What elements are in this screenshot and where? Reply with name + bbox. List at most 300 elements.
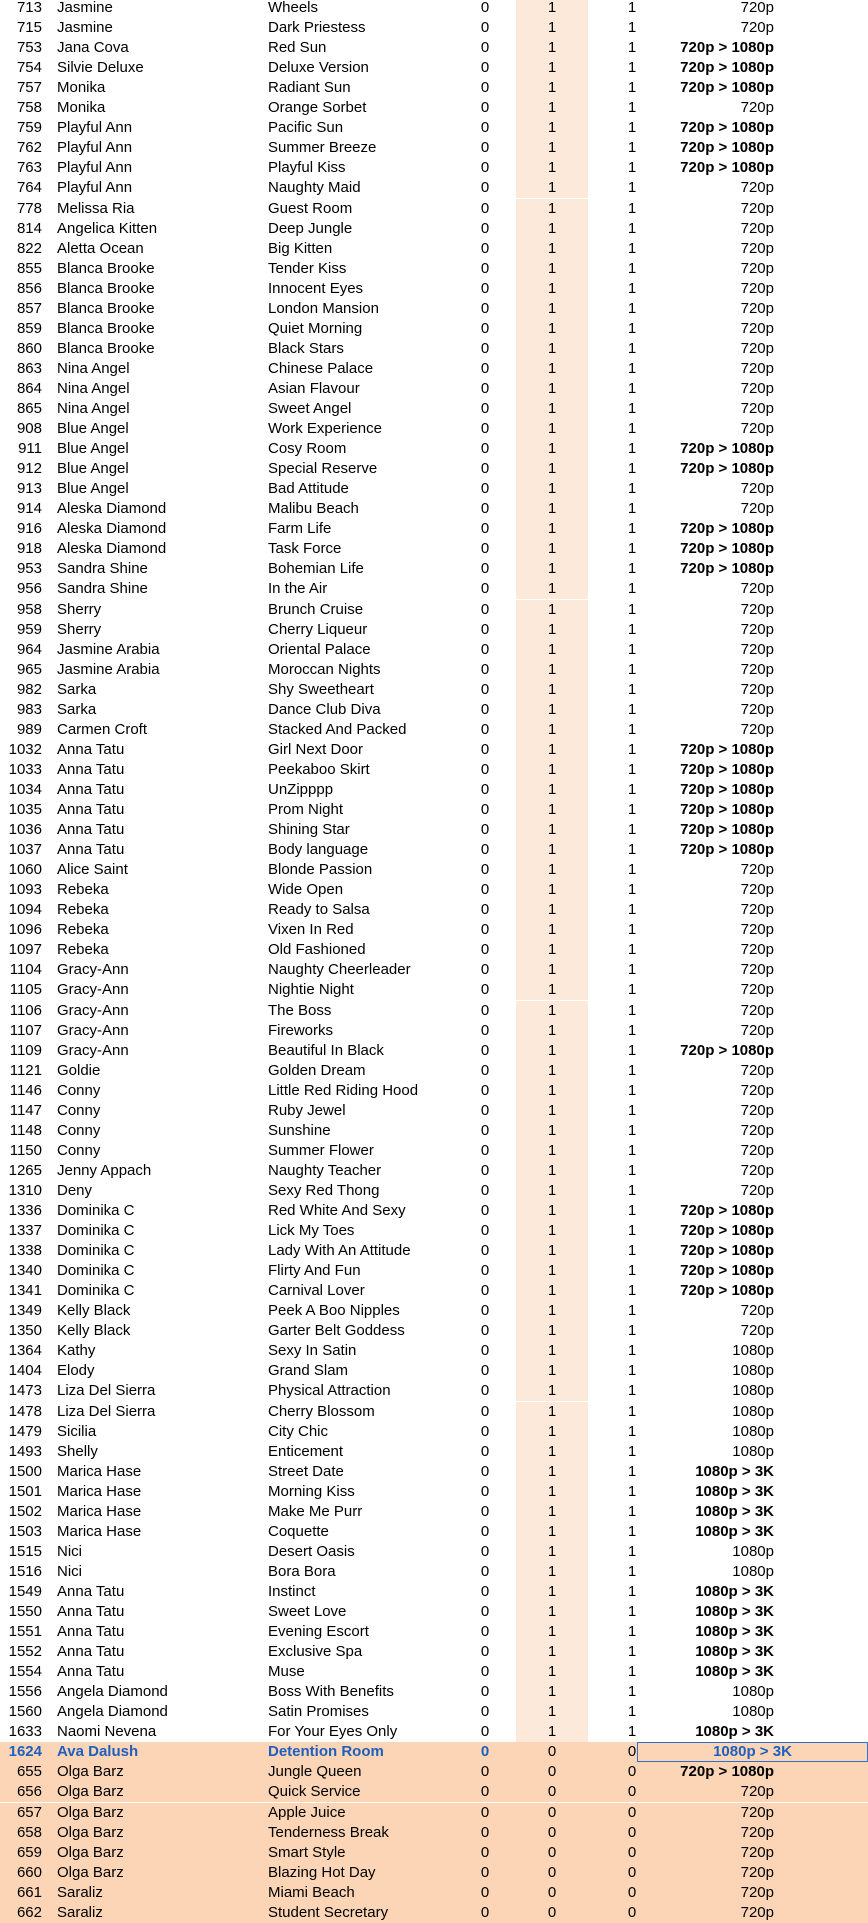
table-row[interactable]: [0, 700, 868, 720]
value-c-cell[interactable]: 1: [627, 1562, 637, 1580]
name-cell[interactable]: Playful Ann: [57, 139, 133, 157]
value-b-cell[interactable]: 1: [516, 359, 588, 379]
value-c-cell[interactable]: 1: [627, 841, 637, 859]
value-c-cell[interactable]: 1: [627, 119, 637, 137]
title-cell[interactable]: Red White And Sexy: [268, 1202, 406, 1219]
value-a-cell[interactable]: 0: [480, 660, 490, 678]
name-cell[interactable]: Anna Tatu: [57, 740, 125, 758]
value-b-cell[interactable]: 1: [516, 239, 588, 259]
value-b-cell[interactable]: 1: [516, 339, 588, 359]
resolution-cell[interactable]: 1080p: [732, 1342, 774, 1360]
table-row[interactable]: [0, 1442, 868, 1462]
value-b-cell[interactable]: 1: [516, 1582, 588, 1602]
table-row[interactable]: [0, 1041, 868, 1061]
value-b-cell[interactable]: 1: [516, 1261, 588, 1281]
name-cell[interactable]: Elody: [57, 1362, 95, 1380]
value-a-cell[interactable]: 0: [480, 961, 490, 979]
value-a-cell[interactable]: 0: [480, 319, 490, 337]
value-b-cell[interactable]: 1: [516, 1422, 588, 1442]
resolution-cell[interactable]: 720p: [740, 620, 774, 638]
id-cell[interactable]: 863: [16, 359, 42, 377]
name-cell[interactable]: Sherry: [57, 600, 102, 618]
table-row[interactable]: [0, 479, 868, 499]
resolution-cell[interactable]: 720p: [740, 1322, 774, 1340]
title-cell[interactable]: Sunshine: [268, 1121, 331, 1139]
table-row[interactable]: [0, 1582, 868, 1602]
title-cell[interactable]: Naughty Teacher: [268, 1161, 382, 1179]
value-b-cell[interactable]: 1: [516, 1061, 588, 1081]
resolution-cell[interactable]: 720p: [740, 179, 774, 197]
value-b-cell[interactable]: 1: [516, 1361, 588, 1381]
table-row[interactable]: [0, 1121, 868, 1141]
table-row[interactable]: [0, 1061, 868, 1081]
value-c-cell[interactable]: 1: [627, 720, 637, 738]
id-cell[interactable]: 865: [16, 400, 42, 417]
value-a-cell[interactable]: 0: [480, 339, 490, 357]
title-cell[interactable]: Special Reserve: [268, 460, 378, 478]
value-a-cell[interactable]: 0: [480, 239, 490, 257]
id-cell[interactable]: 1146: [9, 1081, 42, 1099]
id-cell[interactable]: 1549: [8, 1582, 42, 1600]
id-cell[interactable]: 778: [16, 199, 42, 217]
title-cell[interactable]: Cherry Blossom: [268, 1402, 375, 1420]
value-c-cell[interactable]: 1: [627, 159, 637, 177]
value-b-cell[interactable]: 1: [516, 259, 588, 279]
table-row[interactable]: [0, 519, 868, 539]
title-cell[interactable]: Black Stars: [268, 339, 344, 357]
value-a-cell[interactable]: 0: [480, 981, 490, 999]
title-cell[interactable]: Dark Priestess: [268, 19, 366, 37]
resolution-cell[interactable]: 720p: [740, 1061, 774, 1079]
id-cell[interactable]: 918: [16, 540, 42, 558]
value-c-cell[interactable]: 1: [627, 941, 637, 959]
value-b-cell[interactable]: 1: [516, 1041, 588, 1061]
resolution-cell[interactable]: 720p: [740, 881, 774, 899]
id-cell[interactable]: 965: [16, 660, 42, 678]
resolution-cell[interactable]: 720p > 1080p: [680, 119, 774, 137]
id-cell[interactable]: 958: [16, 600, 42, 618]
title-cell[interactable]: Chinese Palace: [268, 359, 374, 377]
name-cell[interactable]: Saraliz: [57, 1903, 103, 1921]
value-c-cell[interactable]: 1: [627, 961, 637, 979]
resolution-cell[interactable]: 720p > 1080p: [680, 540, 774, 558]
resolution-cell[interactable]: 720p: [740, 660, 774, 678]
value-c-cell[interactable]: 1: [627, 1703, 637, 1721]
value-b-cell[interactable]: 1: [516, 1542, 588, 1562]
table-row[interactable]: [0, 760, 868, 780]
id-cell[interactable]: 713: [16, 0, 42, 16]
table-row[interactable]: [0, 138, 868, 158]
name-cell[interactable]: Olga Barz: [57, 1783, 124, 1801]
value-c-cell[interactable]: 1: [627, 1282, 637, 1300]
id-cell[interactable]: 1502: [8, 1502, 42, 1520]
id-cell[interactable]: 764: [16, 179, 42, 197]
value-c-cell[interactable]: 0: [627, 1903, 637, 1921]
resolution-cell[interactable]: 720p: [740, 700, 774, 718]
id-cell[interactable]: 1036: [8, 821, 42, 839]
value-a-cell[interactable]: 0: [480, 720, 490, 738]
value-b-cell[interactable]: 1: [516, 118, 588, 138]
value-a-cell[interactable]: 0: [480, 760, 490, 778]
table-row[interactable]: [0, 1422, 868, 1442]
title-cell[interactable]: Wheels: [268, 0, 319, 16]
value-c-cell[interactable]: 1: [627, 1181, 637, 1199]
title-cell[interactable]: Pacific Sun: [268, 119, 344, 137]
name-cell[interactable]: Rebeka: [57, 941, 109, 959]
table-row[interactable]: [0, 1782, 868, 1802]
table-row[interactable]: [0, 1702, 868, 1722]
table-row[interactable]: [0, 780, 868, 800]
table-row[interactable]: [0, 499, 868, 519]
value-b-cell[interactable]: 1: [516, 900, 588, 920]
table-row[interactable]: [0, 660, 868, 680]
value-a-cell[interactable]: 0: [480, 1202, 490, 1219]
id-cell[interactable]: 1106: [9, 1001, 42, 1019]
table-row[interactable]: [0, 1101, 868, 1121]
resolution-cell[interactable]: 720p: [740, 1843, 774, 1861]
value-c-cell[interactable]: 1: [627, 680, 637, 698]
value-c-cell[interactable]: 1: [627, 339, 637, 357]
value-a-cell[interactable]: 0: [480, 1041, 490, 1059]
table-row[interactable]: [0, 880, 868, 900]
resolution-cell[interactable]: 720p > 1080p: [680, 821, 774, 839]
table-row[interactable]: [0, 920, 868, 940]
name-cell[interactable]: Aleska Diamond: [57, 540, 167, 558]
id-cell[interactable]: 822: [16, 239, 42, 257]
name-cell[interactable]: Jenny Appach: [57, 1161, 152, 1179]
value-a-cell[interactable]: 0: [480, 460, 490, 478]
resolution-cell[interactable]: 720p: [740, 319, 774, 337]
id-cell[interactable]: 1551: [8, 1623, 42, 1641]
name-cell[interactable]: Gracy-Ann: [57, 1041, 129, 1059]
value-c-cell[interactable]: 1: [627, 319, 637, 337]
table-row[interactable]: [0, 459, 868, 479]
title-cell[interactable]: Shy Sweetheart: [268, 680, 374, 698]
id-cell[interactable]: 1493: [8, 1442, 42, 1460]
name-cell[interactable]: Dominika C: [57, 1262, 135, 1280]
name-cell[interactable]: Shelly: [57, 1442, 98, 1460]
value-b-cell[interactable]: 1: [516, 880, 588, 900]
table-row[interactable]: [0, 158, 868, 178]
table-row[interactable]: [0, 1021, 868, 1041]
value-a-cell[interactable]: 0: [480, 1723, 490, 1741]
value-a-cell[interactable]: 0: [480, 1382, 490, 1400]
resolution-cell[interactable]: 720p: [740, 1803, 774, 1821]
name-cell[interactable]: Gracy-Ann: [57, 961, 129, 979]
title-cell[interactable]: Peekaboo Skirt: [268, 760, 370, 778]
title-cell[interactable]: Sweet Love: [268, 1603, 347, 1620]
title-cell[interactable]: Cosy Room: [268, 440, 347, 458]
value-c-cell[interactable]: 1: [627, 440, 637, 458]
value-a-cell[interactable]: 0: [480, 1763, 490, 1781]
id-cell[interactable]: 1341: [8, 1282, 42, 1300]
value-a-cell[interactable]: 0: [480, 640, 490, 658]
table-row[interactable]: [0, 800, 868, 820]
name-cell[interactable]: Jana Cova: [57, 39, 129, 57]
resolution-cell[interactable]: 720p: [740, 600, 774, 618]
value-a-cell[interactable]: 0: [480, 1302, 490, 1320]
table-row[interactable]: [0, 1903, 868, 1923]
id-cell[interactable]: 1560: [8, 1703, 42, 1721]
table-row[interactable]: [0, 339, 868, 359]
value-c-cell[interactable]: 1: [627, 420, 637, 438]
value-c-cell[interactable]: 1: [627, 760, 637, 778]
resolution-cell[interactable]: 720p > 1080p: [680, 1262, 774, 1280]
table-row[interactable]: [0, 840, 868, 860]
id-cell[interactable]: 860: [16, 339, 42, 357]
value-c-cell[interactable]: 1: [627, 1663, 637, 1681]
resolution-cell[interactable]: 1080p: [732, 1562, 774, 1580]
value-a-cell[interactable]: 0: [480, 1402, 490, 1420]
value-b-cell[interactable]: 1: [516, 1081, 588, 1101]
value-c-cell[interactable]: 1: [627, 1603, 637, 1620]
table-row[interactable]: [0, 439, 868, 459]
value-b-cell[interactable]: 1: [516, 1161, 588, 1181]
table-row[interactable]: [0, 1642, 868, 1662]
value-a-cell[interactable]: 0: [480, 801, 490, 818]
name-cell[interactable]: Blue Angel: [57, 460, 129, 478]
id-cell[interactable]: 1633: [8, 1723, 42, 1741]
value-b-cell[interactable]: 1: [516, 1021, 588, 1041]
title-cell[interactable]: Brunch Cruise: [268, 600, 364, 618]
title-cell[interactable]: Quick Service: [268, 1783, 361, 1801]
id-cell[interactable]: 655: [16, 1763, 42, 1781]
name-cell[interactable]: Anna Tatu: [57, 1582, 125, 1600]
title-cell[interactable]: Blazing Hot Day: [268, 1863, 376, 1881]
value-a-cell[interactable]: 0: [480, 560, 490, 578]
title-cell[interactable]: Blonde Passion: [268, 861, 373, 879]
value-b-cell[interactable]: 1: [516, 439, 588, 459]
name-cell[interactable]: Marica Hase: [57, 1522, 142, 1540]
value-c-cell[interactable]: 1: [627, 1723, 637, 1741]
name-cell[interactable]: Jasmine: [57, 0, 113, 16]
value-c-cell[interactable]: 1: [627, 39, 637, 57]
value-b-cell[interactable]: 1: [516, 1101, 588, 1121]
title-cell[interactable]: Apple Juice: [268, 1803, 346, 1821]
value-b-cell[interactable]: 1: [516, 980, 588, 1000]
title-cell[interactable]: Carnival Lover: [268, 1282, 365, 1300]
id-cell[interactable]: 908: [16, 420, 42, 438]
value-a-cell[interactable]: 0: [480, 359, 490, 377]
value-b-cell[interactable]: 1: [516, 319, 588, 339]
value-c-cell[interactable]: 1: [627, 1402, 637, 1420]
name-cell[interactable]: Sandra Shine: [57, 580, 148, 598]
id-cell[interactable]: 864: [16, 379, 42, 397]
name-cell[interactable]: Naomi Nevena: [57, 1723, 157, 1741]
value-c-cell[interactable]: 1: [627, 1262, 637, 1280]
value-b-cell[interactable]: 1: [516, 158, 588, 178]
title-cell[interactable]: Nightie Night: [268, 981, 354, 999]
table-row[interactable]: [0, 1402, 868, 1422]
id-cell[interactable]: 989: [16, 720, 42, 738]
value-c-cell[interactable]: 1: [627, 1302, 637, 1320]
title-cell[interactable]: Playful Kiss: [268, 159, 346, 177]
value-a-cell[interactable]: 0: [480, 1522, 490, 1540]
value-b-cell[interactable]: 1: [516, 199, 588, 219]
name-cell[interactable]: Blanca Brooke: [57, 259, 155, 277]
id-cell[interactable]: 911: [18, 440, 42, 458]
resolution-cell[interactable]: 720p > 1080p: [680, 1041, 774, 1059]
resolution-cell[interactable]: 720p > 1080p: [680, 1222, 774, 1240]
resolution-cell[interactable]: 1080p > 3K: [695, 1603, 774, 1620]
name-cell[interactable]: Playful Ann: [57, 119, 133, 137]
name-cell[interactable]: Anna Tatu: [57, 841, 125, 859]
value-a-cell[interactable]: 0: [480, 1542, 490, 1560]
value-c-cell[interactable]: 1: [627, 881, 637, 899]
name-cell[interactable]: Marica Hase: [57, 1462, 142, 1480]
title-cell[interactable]: Bora Bora: [268, 1562, 336, 1580]
table-row[interactable]: [0, 640, 868, 660]
table-row[interactable]: [0, 259, 868, 279]
resolution-cell[interactable]: 720p: [740, 279, 774, 297]
resolution-cell[interactable]: 720p: [740, 259, 774, 277]
resolution-cell[interactable]: 720p: [740, 420, 774, 438]
name-cell[interactable]: Monika: [57, 79, 106, 97]
resolution-cell[interactable]: 720p: [740, 1181, 774, 1199]
value-c-cell[interactable]: 1: [627, 1161, 637, 1179]
value-c-cell[interactable]: 1: [627, 400, 637, 417]
name-cell[interactable]: Sherry: [57, 620, 102, 638]
name-cell[interactable]: Jasmine Arabia: [57, 660, 160, 678]
id-cell[interactable]: 758: [16, 99, 42, 117]
resolution-cell[interactable]: 720p: [740, 299, 774, 317]
id-cell[interactable]: 1034: [8, 780, 42, 798]
value-b-cell[interactable]: 1: [516, 539, 588, 559]
name-cell[interactable]: Aleska Diamond: [57, 500, 167, 518]
name-cell[interactable]: Olga Barz: [57, 1843, 124, 1861]
id-cell[interactable]: 1552: [8, 1643, 42, 1661]
id-cell[interactable]: 1097: [8, 941, 42, 959]
id-cell[interactable]: 1147: [9, 1101, 42, 1119]
name-cell[interactable]: Dominika C: [57, 1242, 135, 1260]
table-row[interactable]: [0, 1321, 868, 1341]
title-cell[interactable]: Farm Life: [268, 520, 332, 538]
value-b-cell[interactable]: 1: [516, 1442, 588, 1462]
id-cell[interactable]: 1501: [8, 1482, 42, 1500]
value-b-cell[interactable]: 1: [516, 219, 588, 239]
title-cell[interactable]: Task Force: [268, 540, 342, 558]
resolution-cell[interactable]: 1080p: [732, 1703, 774, 1721]
name-cell[interactable]: Liza Del Sierra: [57, 1402, 156, 1420]
title-cell[interactable]: Flirty And Fun: [268, 1262, 361, 1280]
title-cell[interactable]: Deep Jungle: [268, 219, 353, 237]
value-a-cell[interactable]: 0: [480, 179, 490, 197]
value-a-cell[interactable]: 0: [480, 881, 490, 899]
resolution-cell[interactable]: 720p: [740, 1141, 774, 1159]
value-a-cell[interactable]: 0: [480, 1903, 490, 1921]
value-b-cell[interactable]: 1: [516, 379, 588, 399]
name-cell[interactable]: Aletta Ocean: [57, 239, 144, 257]
table-row[interactable]: [0, 1823, 868, 1843]
value-a-cell[interactable]: 0: [480, 420, 490, 438]
value-c-cell[interactable]: 1: [627, 1061, 637, 1079]
table-row[interactable]: [0, 1221, 868, 1241]
id-cell[interactable]: 1349: [8, 1302, 42, 1320]
resolution-cell[interactable]: 1080p: [732, 1442, 774, 1460]
name-cell[interactable]: Kelly Black: [57, 1322, 131, 1340]
resolution-cell[interactable]: 720p: [740, 359, 774, 377]
value-b-cell[interactable]: 1: [516, 1462, 588, 1482]
title-cell[interactable]: Shining Star: [268, 821, 350, 839]
table-row[interactable]: [0, 1181, 868, 1201]
id-cell[interactable]: 1093: [8, 881, 42, 899]
value-b-cell[interactable]: 1: [516, 840, 588, 860]
name-cell[interactable]: Anna Tatu: [57, 821, 125, 839]
name-cell[interactable]: Conny: [57, 1101, 101, 1119]
table-row[interactable]: [0, 18, 868, 38]
name-cell[interactable]: Rebeka: [57, 901, 109, 919]
value-b-cell[interactable]: 1: [516, 760, 588, 780]
resolution-cell[interactable]: 720p: [740, 1021, 774, 1039]
title-cell[interactable]: Jungle Queen: [268, 1763, 362, 1781]
value-b-cell[interactable]: 1: [516, 0, 588, 18]
value-c-cell[interactable]: 1: [627, 540, 637, 558]
value-b-cell[interactable]: 1: [516, 700, 588, 720]
id-cell[interactable]: 916: [16, 520, 42, 538]
id-cell[interactable]: 1104: [9, 961, 42, 979]
value-c-cell[interactable]: 0: [627, 1783, 637, 1801]
title-cell[interactable]: Coquette: [268, 1522, 329, 1540]
title-cell[interactable]: Moroccan Nights: [268, 660, 381, 678]
id-cell[interactable]: 1554: [8, 1663, 42, 1681]
title-cell[interactable]: Student Secretary: [268, 1903, 389, 1921]
value-b-cell[interactable]: 1: [516, 58, 588, 78]
table-row[interactable]: [0, 1482, 868, 1502]
value-b-cell[interactable]: 1: [516, 960, 588, 980]
value-c-cell[interactable]: 0: [627, 1743, 637, 1761]
value-a-cell[interactable]: 0: [480, 1462, 490, 1480]
resolution-cell[interactable]: 1080p > 3K: [695, 1582, 774, 1600]
id-cell[interactable]: 715: [16, 19, 42, 37]
id-cell[interactable]: 856: [16, 279, 42, 297]
id-cell[interactable]: 1340: [8, 1262, 42, 1280]
value-c-cell[interactable]: 1: [627, 1582, 637, 1600]
value-b-cell[interactable]: 1: [516, 1001, 588, 1021]
resolution-cell[interactable]: 720p > 1080p: [680, 59, 774, 77]
title-cell[interactable]: Satin Promises: [268, 1703, 369, 1721]
name-cell[interactable]: Angela Diamond: [57, 1703, 168, 1721]
title-cell[interactable]: Little Red Riding Hood: [268, 1081, 419, 1099]
table-row[interactable]: [0, 1341, 868, 1361]
title-cell[interactable]: Sexy In Satin: [268, 1342, 357, 1360]
value-c-cell[interactable]: 1: [627, 901, 637, 919]
value-a-cell[interactable]: 0: [480, 1061, 490, 1079]
value-a-cell[interactable]: 0: [480, 199, 490, 217]
resolution-cell[interactable]: 720p: [740, 1001, 774, 1019]
title-cell[interactable]: Instinct: [268, 1582, 316, 1600]
title-cell[interactable]: Golden Dream: [268, 1061, 366, 1079]
name-cell[interactable]: Blanca Brooke: [57, 339, 155, 357]
value-a-cell[interactable]: 0: [480, 740, 490, 758]
value-a-cell[interactable]: 0: [480, 99, 490, 117]
title-cell[interactable]: Physical Attraction: [268, 1382, 391, 1400]
id-cell[interactable]: 956: [16, 580, 42, 598]
table-row[interactable]: [0, 740, 868, 760]
title-cell[interactable]: In the Air: [268, 580, 328, 598]
resolution-cell[interactable]: 720p: [740, 500, 774, 518]
resolution-cell[interactable]: 1080p > 3K: [695, 1623, 774, 1641]
title-cell[interactable]: Garter Belt Goddess: [268, 1322, 405, 1340]
resolution-cell[interactable]: 720p: [740, 720, 774, 738]
table-row[interactable]: [0, 579, 868, 599]
value-b-cell[interactable]: 0: [547, 1803, 557, 1821]
id-cell[interactable]: 1035: [8, 801, 42, 818]
value-b-cell[interactable]: 1: [516, 1121, 588, 1141]
resolution-cell[interactable]: 720p: [740, 379, 774, 397]
table-row[interactable]: [0, 319, 868, 339]
title-cell[interactable]: Radiant Sun: [268, 79, 351, 97]
value-a-cell[interactable]: 0: [480, 1783, 490, 1801]
